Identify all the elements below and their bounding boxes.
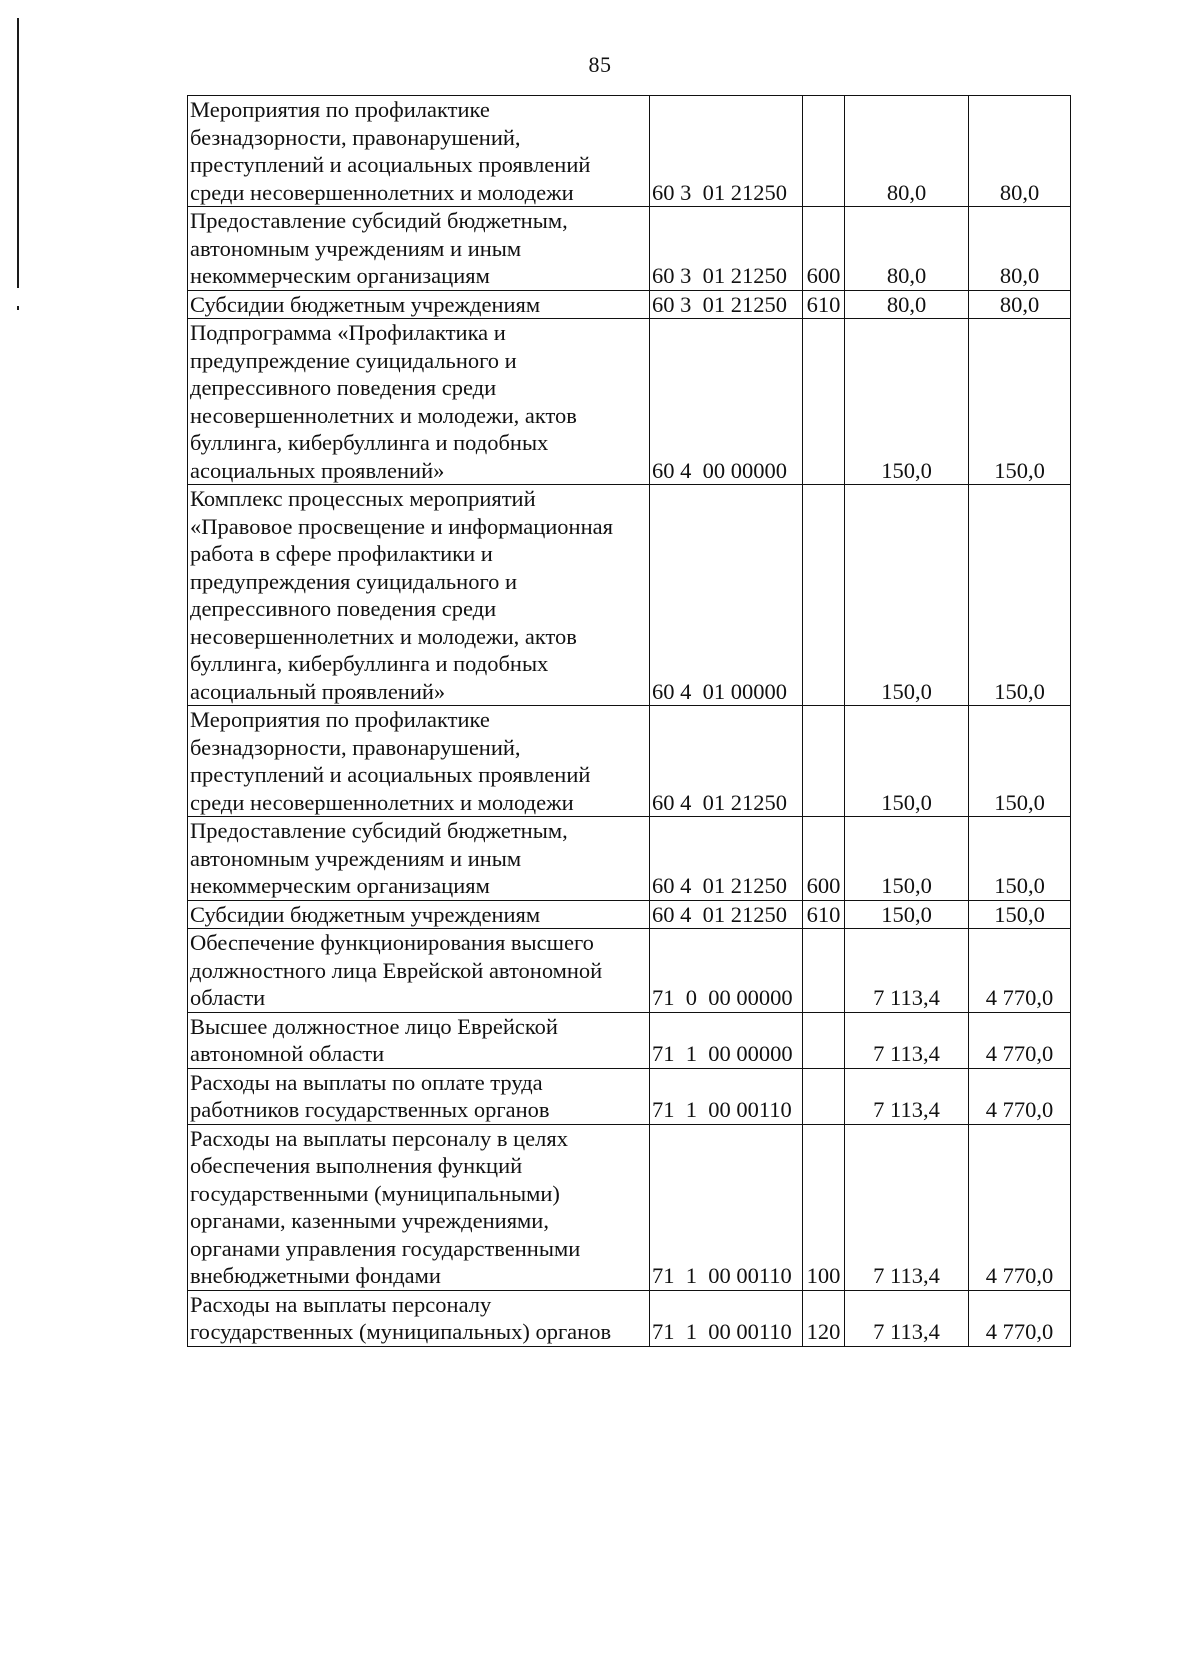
- row-name-line: асоциальных проявлений»: [190, 457, 445, 483]
- row-name-line: предупреждение суицидального и: [190, 347, 517, 373]
- target-article-code-cell: 60 4 01 00000: [650, 485, 803, 706]
- amount-year-2-cell: 4 770,0: [969, 929, 1071, 1013]
- row-name-line: преступлений и асоциальных проявлений: [190, 762, 591, 787]
- expense-type-code-cell: 600: [803, 207, 845, 291]
- amount-year-2-cell: 150,0: [969, 900, 1071, 929]
- row-name-line: буллинга, кибербуллинга и подобных: [190, 651, 549, 676]
- expense-type-code-cell: [803, 929, 845, 1013]
- table-row: [188, 1012, 1071, 1068]
- row-name-line: Расходы на выплаты персоналу в целях: [190, 1125, 568, 1151]
- target-article-code-cell: 60 4 01 21250: [650, 817, 803, 901]
- expense-type-code-cell: 120: [803, 1290, 845, 1346]
- row-name-line: Высшее должностное лицо Еврейской: [190, 1013, 558, 1039]
- amount-year-1-cell: 80,0: [845, 290, 969, 319]
- table-row: [188, 290, 1071, 319]
- row-name-line: Подпрограмма «Профилактика и: [190, 320, 506, 345]
- row-name-line: некоммерческим организациям: [190, 263, 490, 288]
- row-name-cell: [188, 485, 650, 706]
- amount-year-1-cell: 80,0: [845, 96, 969, 207]
- row-name-cell: [188, 900, 650, 929]
- amount-year-1-cell: 7 113,4: [845, 1290, 969, 1346]
- expense-type-code-cell: [803, 96, 845, 207]
- amount-year-1-cell: 7 113,4: [845, 1012, 969, 1068]
- row-name-line: Комплекс процессных мероприятий: [190, 486, 536, 511]
- row-name-line: среди несовершеннолетних и молодежи: [190, 179, 574, 205]
- table-row: [188, 319, 1071, 485]
- row-name-line: работа в сфере профилактики и: [190, 541, 493, 566]
- row-name-line: Расходы на выплаты персоналу: [190, 1291, 492, 1317]
- expense-type-code-cell: [803, 485, 845, 706]
- row-name-line: депрессивного поведения среди: [190, 375, 497, 400]
- row-name-line: преступлений и асоциальных проявлений: [190, 152, 591, 177]
- row-name-line: органами управления государственными: [190, 1235, 581, 1261]
- amount-year-2-cell: 80,0: [969, 290, 1071, 319]
- row-name-line: Субсидии бюджетным учреждениям: [190, 901, 541, 927]
- target-article-code-cell: 71 0 00 00000: [650, 929, 803, 1013]
- row-name-cell: [188, 1068, 650, 1124]
- row-name-line: среди несовершеннолетних и молодежи: [190, 789, 574, 815]
- target-article-code-cell: 60 4 01 21250: [650, 706, 803, 817]
- row-name-line: обеспечения выполнения функций: [190, 1153, 523, 1178]
- row-name-line: государственных (муниципальных) органов: [190, 1319, 612, 1344]
- table-row: [188, 1124, 1071, 1290]
- target-article-code-cell: 60 3 01 21250: [650, 207, 803, 291]
- row-name-line: безнадзорности, правонарушений,: [190, 124, 521, 150]
- scan-speck: [17, 306, 19, 310]
- target-article-code-cell: 60 4 01 21250: [650, 900, 803, 929]
- row-name-cell: [188, 1012, 650, 1068]
- table-row: [188, 1290, 1071, 1346]
- row-name-line: буллинга, кибербуллинга и подобных: [190, 430, 549, 455]
- amount-year-2-cell: 80,0: [969, 207, 1071, 291]
- row-name-line: автономным учреждениям и иным: [190, 845, 522, 871]
- amount-year-1-cell: 7 113,4: [845, 929, 969, 1013]
- amount-year-1-cell: 7 113,4: [845, 1124, 969, 1290]
- expense-type-code-cell: [803, 319, 845, 485]
- budget-table-body: [188, 96, 1071, 1347]
- row-name-line: автономной области: [190, 1041, 385, 1066]
- amount-year-1-cell: 150,0: [845, 485, 969, 706]
- row-name-line: Мероприятия по профилактике: [190, 97, 490, 122]
- target-article-code-cell: 60 4 00 00000: [650, 319, 803, 485]
- row-name-line: безнадзорности, правонарушений,: [190, 734, 521, 760]
- page-number: 85: [588, 52, 612, 77]
- row-name-line: несовершеннолетних и молодежи, актов: [190, 623, 577, 649]
- target-article-code-cell: 71 1 00 00110: [650, 1124, 803, 1290]
- row-name-line: автономным учреждениям и иным: [190, 235, 522, 261]
- row-name-line: некоммерческим организациям: [190, 873, 490, 898]
- expense-type-code-cell: 100: [803, 1124, 845, 1290]
- row-name-line: предупреждения суицидального и: [190, 568, 518, 594]
- row-name-line: депрессивного поведения среди: [190, 596, 497, 621]
- budget-table: [187, 95, 1071, 1347]
- row-name-line: «Правовое просвещение и информационная: [190, 513, 613, 539]
- expense-type-code-cell: 600: [803, 817, 845, 901]
- expense-type-code-cell: 610: [803, 900, 845, 929]
- amount-year-2-cell: 150,0: [969, 485, 1071, 706]
- row-name-line: Субсидии бюджетным учреждениям: [190, 291, 541, 317]
- row-name-cell: [188, 290, 650, 319]
- amount-year-1-cell: 150,0: [845, 706, 969, 817]
- row-name-line: Мероприятия по профилактике: [190, 707, 490, 732]
- target-article-code-cell: 60 3 01 21250: [650, 96, 803, 207]
- row-name-line: Предоставление субсидий бюджетным,: [190, 208, 568, 233]
- amount-year-1-cell: 150,0: [845, 319, 969, 485]
- expense-type-code-cell: [803, 1012, 845, 1068]
- row-name-line: работников государственных органов: [190, 1097, 550, 1122]
- row-name-line: Обеспечение функционирования высшего: [190, 930, 594, 955]
- amount-year-1-cell: 7 113,4: [845, 1068, 969, 1124]
- expense-type-code-cell: [803, 706, 845, 817]
- amount-year-2-cell: 4 770,0: [969, 1068, 1071, 1124]
- table-row: [188, 706, 1071, 817]
- table-row: [188, 817, 1071, 901]
- row-name-cell: [188, 207, 650, 291]
- expense-type-code-cell: [803, 1068, 845, 1124]
- row-name-cell: [188, 1124, 650, 1290]
- row-name-line: внебюджетными фондами: [190, 1263, 441, 1288]
- amount-year-2-cell: 150,0: [969, 706, 1071, 817]
- row-name-line: органами, казенными учреждениями,: [190, 1208, 549, 1233]
- row-name-line: государственными (муниципальными): [190, 1180, 560, 1206]
- row-name-line: Расходы на выплаты по оплате труда: [190, 1069, 543, 1095]
- amount-year-2-cell: 150,0: [969, 319, 1071, 485]
- row-name-cell: [188, 319, 650, 485]
- row-name-line: несовершеннолетних и молодежи, актов: [190, 402, 577, 428]
- target-article-code-cell: 71 1 00 00110: [650, 1290, 803, 1346]
- amount-year-2-cell: 4 770,0: [969, 1124, 1071, 1290]
- row-name-line: асоциальный проявлений»: [190, 678, 446, 704]
- row-name-cell: [188, 1290, 650, 1346]
- expense-type-code-cell: 610: [803, 290, 845, 319]
- target-article-code-cell: 71 1 00 00110: [650, 1068, 803, 1124]
- row-name-cell: [188, 96, 650, 207]
- table-row: [188, 96, 1071, 207]
- amount-year-2-cell: 4 770,0: [969, 1290, 1071, 1346]
- target-article-code-cell: 71 1 00 00000: [650, 1012, 803, 1068]
- amount-year-1-cell: 150,0: [845, 900, 969, 929]
- row-name-line: должностного лица Еврейской автономной: [190, 957, 603, 983]
- amount-year-2-cell: 150,0: [969, 817, 1071, 901]
- table-row: [188, 929, 1071, 1013]
- amount-year-1-cell: 150,0: [845, 817, 969, 901]
- row-name-cell: [188, 706, 650, 817]
- table-row: [188, 1068, 1071, 1124]
- row-name-cell: [188, 929, 650, 1013]
- target-article-code-cell: 60 3 01 21250: [650, 290, 803, 319]
- table-row: [188, 485, 1071, 706]
- amount-year-2-cell: 4 770,0: [969, 1012, 1071, 1068]
- amount-year-1-cell: 80,0: [845, 207, 969, 291]
- amount-year-2-cell: 80,0: [969, 96, 1071, 207]
- row-name-line: области: [190, 985, 266, 1010]
- table-row: [188, 900, 1071, 929]
- row-name-cell: [188, 817, 650, 901]
- row-name-line: Предоставление субсидий бюджетным,: [190, 818, 568, 843]
- table-row: [188, 207, 1071, 291]
